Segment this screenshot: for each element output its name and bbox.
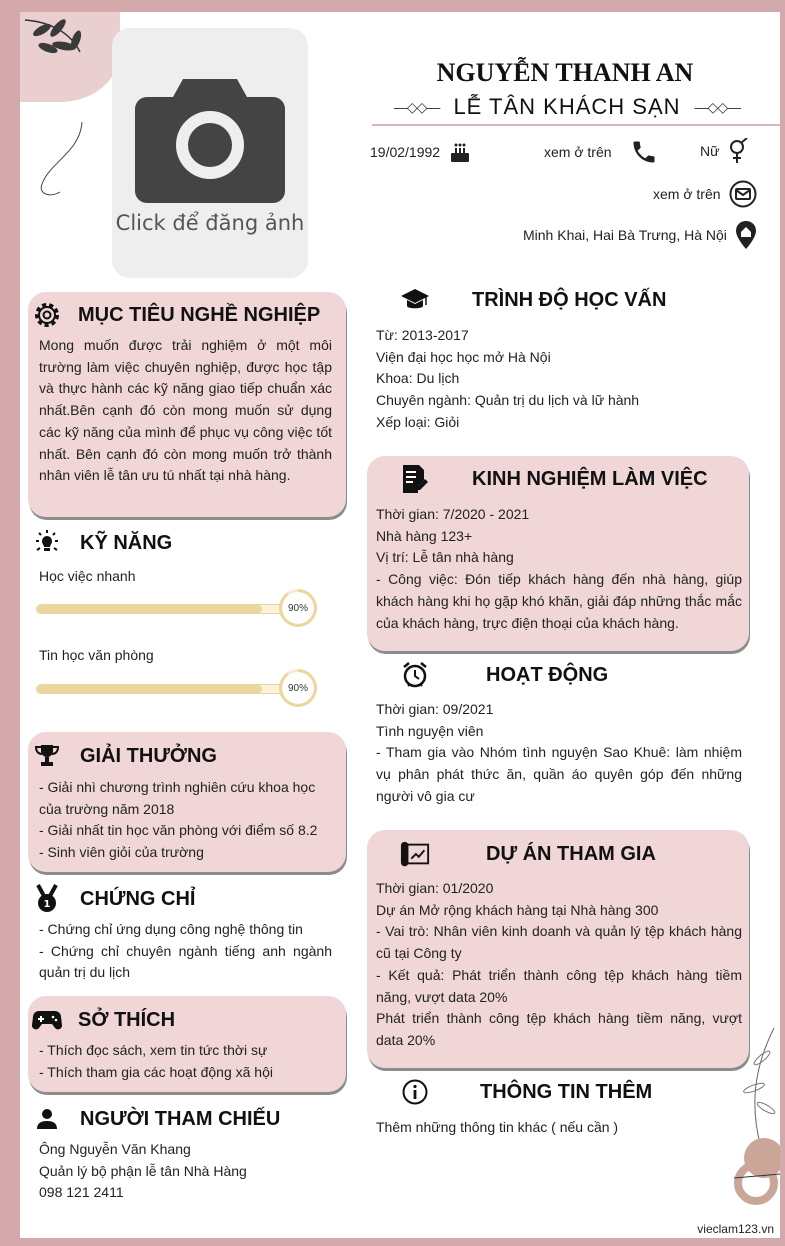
award-item: - Giải nhất tin học văn phòng với điểm số 8.2	[39, 822, 318, 839]
camera-icon	[135, 71, 285, 203]
brand-watermark[interactable]: vieclam123.vn	[697, 1222, 774, 1236]
location-pin-icon	[735, 220, 757, 250]
gamepad-icon	[32, 1005, 62, 1035]
experience-line: Thời gian: 7/2020 - 2021	[376, 506, 530, 522]
experience-list	[376, 504, 742, 634]
reference-line: 098 121 2411	[39, 1184, 124, 1201]
education-line: Viện đại học học mở Hà Nội	[376, 348, 551, 365]
graduation-cap-icon	[400, 285, 430, 315]
cv-page	[20, 12, 780, 1238]
skill-percent: 90%	[287, 682, 308, 694]
candidate-name: NGUYỄN THANH AN	[436, 58, 694, 87]
certificate-item: - Chứng chỉ ứng dụng công nghệ thông tin	[39, 921, 303, 937]
education-list	[376, 325, 639, 434]
photo-upload[interactable]	[112, 28, 308, 278]
skill-percent: 90%	[287, 602, 308, 614]
career-goal-title: MỤC TIÊU NGHỀ NGHIỆP	[78, 303, 321, 326]
birthday-value: 19/02/1992	[370, 144, 441, 160]
ornament-right-icon: —◇◇—	[694, 98, 741, 115]
projects-title: DỰ ÁN THAM GIA	[486, 842, 656, 865]
hobbies-list	[39, 1040, 332, 1083]
education-line: Xếp loại: Giỏi	[376, 413, 460, 430]
phone-value[interactable]: xem ở trên	[544, 144, 612, 160]
award-item: - Giải nhì chương trình nghiên cứu khoa học của trường năm 2018	[39, 779, 316, 817]
gender-value: Nữ	[700, 143, 720, 159]
certificates-heading	[32, 884, 195, 914]
project-line: Dự án Mở rộng khách hàng tại Nhà hàng 300	[376, 901, 659, 918]
education-line: Khoa: Du lịch	[376, 370, 460, 387]
hobbies-title: SỞ THÍCH	[78, 1008, 176, 1031]
gear-icon	[32, 300, 62, 330]
job-title-row	[372, 92, 762, 122]
gender-info	[700, 138, 749, 164]
education-line: Chuyên ngành: Quản trị du lịch và lữ hành	[376, 392, 640, 409]
project-line: Thời gian: 01/2020	[376, 880, 494, 896]
project-line: Phát triển thành công tệp khách hàng tiềm năng, vượt data 20%	[376, 1010, 742, 1048]
email-value[interactable]: xem ở trên	[653, 186, 721, 202]
activity-line: Thời gian: 09/2021	[376, 701, 494, 717]
awards-heading	[32, 741, 217, 771]
skill-bar-fill	[37, 685, 262, 693]
activities-heading	[400, 660, 608, 690]
references-heading	[32, 1104, 280, 1134]
references-list	[39, 1139, 247, 1204]
job-title: LỄ TÂN KHÁCH SẠN	[453, 94, 681, 119]
awards-list	[39, 777, 332, 864]
chart-scroll-icon	[400, 839, 430, 869]
award-item: - Sinh viên giỏi của trường	[39, 844, 204, 861]
experience-line: Nhà hàng 123+	[376, 527, 473, 544]
additional-info-title: THÔNG TIN THÊM	[480, 1080, 653, 1103]
info-icon	[400, 1077, 430, 1107]
activity-line: Tình nguyện viên	[376, 722, 484, 739]
experience-line: Vị trí: Lễ tân nhà hàng	[376, 549, 514, 566]
experience-title: KINH NGHIỆM LÀM VIỆC	[472, 467, 708, 490]
certificate-item: - Chứng chỉ chuyên ngành tiếng anh ngành quản trị du lịch	[39, 942, 332, 981]
hobby-item: - Thích tham gia các hoạt động xã hội	[39, 1063, 273, 1080]
photo-upload-label: Click để đăng ảnh	[115, 211, 305, 235]
svg-text:1: 1	[43, 899, 51, 910]
lightbulb-icon	[32, 528, 62, 558]
alarm-clock-icon	[400, 660, 430, 690]
skills-heading	[32, 528, 172, 558]
skill-label: Học việc nhanh	[39, 568, 136, 584]
trophy-icon	[32, 741, 62, 771]
phone-info	[544, 138, 658, 166]
leaf-decoration-icon	[20, 12, 110, 202]
career-goal-heading	[32, 300, 320, 330]
medal-icon	[32, 884, 62, 914]
additional-info-heading	[400, 1077, 652, 1107]
skill-bar-fill	[37, 605, 262, 613]
document-edit-icon	[400, 464, 430, 494]
address-info	[523, 220, 757, 250]
skill-percent-ring	[279, 589, 317, 627]
skill-bar	[36, 604, 288, 614]
education-heading	[400, 285, 666, 315]
certificates-list	[39, 919, 332, 984]
skill-percent-ring	[279, 669, 317, 707]
skill-label: Tin học văn phòng	[39, 647, 154, 663]
awards-title: GIẢI THƯỞNG	[80, 744, 217, 767]
header-divider	[372, 124, 780, 126]
projects-heading	[400, 839, 656, 869]
experience-line: - Công việc: Đón tiếp khách hàng đến nhà hàng, giúp khách hàng khi họ gặp khó khăn, giải đáp những thắc mắc của khách hàng, trực điện thoại của khách hàng.	[376, 571, 742, 631]
experience-heading	[400, 464, 708, 494]
reference-line: Ông Nguyễn Văn Khang	[39, 1141, 191, 1157]
email-icon	[729, 180, 757, 208]
certificates-title: CHỨNG CHỈ	[80, 887, 196, 910]
phone-icon	[630, 138, 658, 166]
activity-line: - Tham gia vào Nhóm tình nguyện Sao Khuê: làm nhiệm vụ phân phát thức ăn, quần áo quyên góp đến những người vô gia cư	[376, 744, 742, 804]
reference-line: Quản lý bộ phận lễ tân Nhà Hàng	[39, 1162, 247, 1179]
gender-icon	[727, 138, 749, 164]
activities-list	[376, 699, 742, 808]
projects-list	[376, 878, 742, 1052]
address-value: Minh Khai, Hai Bà Trưng, Hà Nội	[523, 227, 727, 243]
education-title: TRÌNH ĐỘ HỌC VẤN	[472, 288, 667, 311]
references-title: NGƯỜI THAM CHIẾU	[80, 1107, 281, 1130]
hobby-item: - Thích đọc sách, xem tin tức thời sự	[39, 1042, 268, 1058]
email-info	[653, 180, 757, 208]
career-goal-text: Mong muốn được trải nghiệm ở một môi trường làm việc chuyên nghiệp, được học tập và thực hành các kỹ năng giao tiếp chuẩn xác nhất.Bên cạnh đó còn mong muốn sử dụng các kỹ năng của mình để phục vụ công việc tốt nhất. Bên cạnh đó còn mong muốn trở thành nhân viên lễ tân ưu tú nhất tại nhà hàng.	[39, 337, 332, 484]
education-line: Từ: 2013-2017	[376, 327, 469, 343]
person-icon	[32, 1104, 62, 1134]
birthday-cake-icon	[448, 140, 472, 164]
hobbies-heading	[32, 1005, 175, 1035]
ornament-left-icon: —◇◇—	[393, 98, 440, 115]
birthday-info	[370, 140, 472, 164]
additional-info-text: Thêm những thông tin khác ( nếu cần )	[376, 1119, 619, 1135]
project-line: - Vai trò: Nhân viên kinh doanh và quản lý tệp khách hàng cũ tại Công ty	[376, 923, 742, 962]
skills-title: KỸ NĂNG	[80, 531, 173, 554]
activities-title: HOẠT ĐỘNG	[486, 663, 609, 686]
skill-bar	[36, 684, 288, 694]
project-line: - Kết quả: Phát triển thành công tệp khách hàng tiềm năng, vượt data 20%	[376, 966, 742, 1005]
